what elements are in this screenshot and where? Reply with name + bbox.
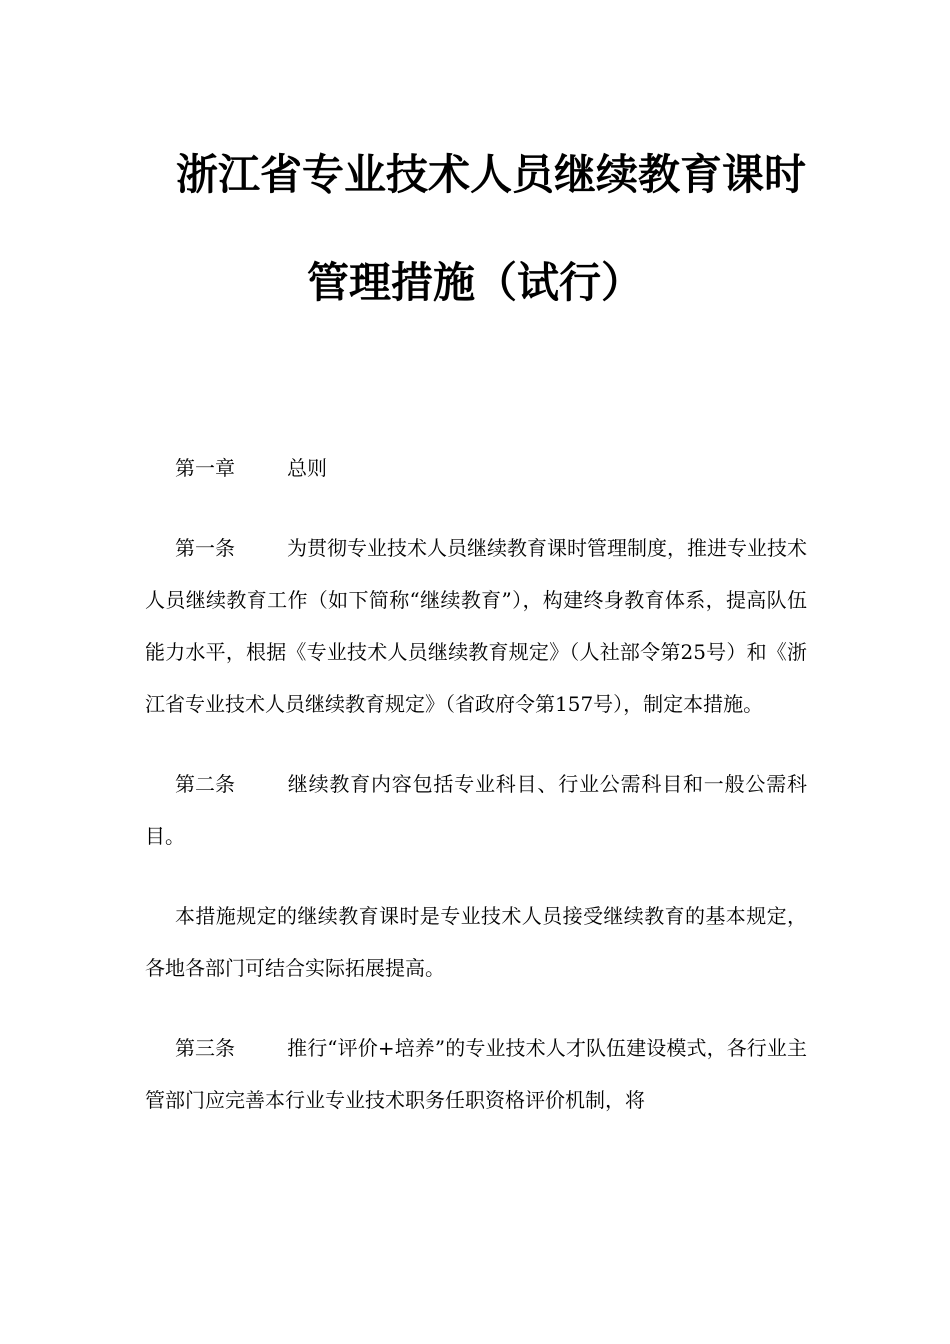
article-3-text: 推行“评价+培养”的专业技术人才队伍建设模式，各行业主管部门应完善本行业专业技术职务任职资格评价机制，将	[145, 1036, 807, 1112]
article-1-text: 为贯彻专业技术人员继续教育课时管理制度，推进专业技术人员继续教育工作（如下简称“继续教育”），构建终身教育体系，提高队伍能力水平，根据《专业技术人员继续教育规定》（人社部令第25号）和《浙江省专业技术人员继续教育规定》（省政府令第157号），制定本措施。	[145, 536, 807, 716]
article-3	[145, 1022, 807, 1126]
article-2-text: 继续教育内容包括专业科目、行业公需科目和一般公需科目。	[145, 772, 807, 848]
article-2	[145, 758, 807, 862]
article-2-supplement	[145, 890, 807, 994]
article-1-label: 第一条	[175, 536, 235, 560]
article-1	[145, 522, 807, 730]
article-2-label: 第二条	[175, 772, 235, 796]
chapter-title: 总则	[287, 456, 327, 480]
article-2-supplement-text: 本措施规定的继续教育课时是专业技术人员接受继续教育的基本规定，各地各部门可结合实际拓展提高。	[145, 904, 807, 980]
article-3-label: 第三条	[175, 1036, 235, 1060]
chapter-heading	[145, 442, 807, 494]
document-title-line-2: 管理措施（试行）	[306, 258, 643, 307]
document-title-line-1: 浙江省专业技术人员继续教育课时	[176, 150, 807, 199]
chapter-label: 第一章	[175, 456, 235, 480]
document-body	[145, 442, 807, 1126]
